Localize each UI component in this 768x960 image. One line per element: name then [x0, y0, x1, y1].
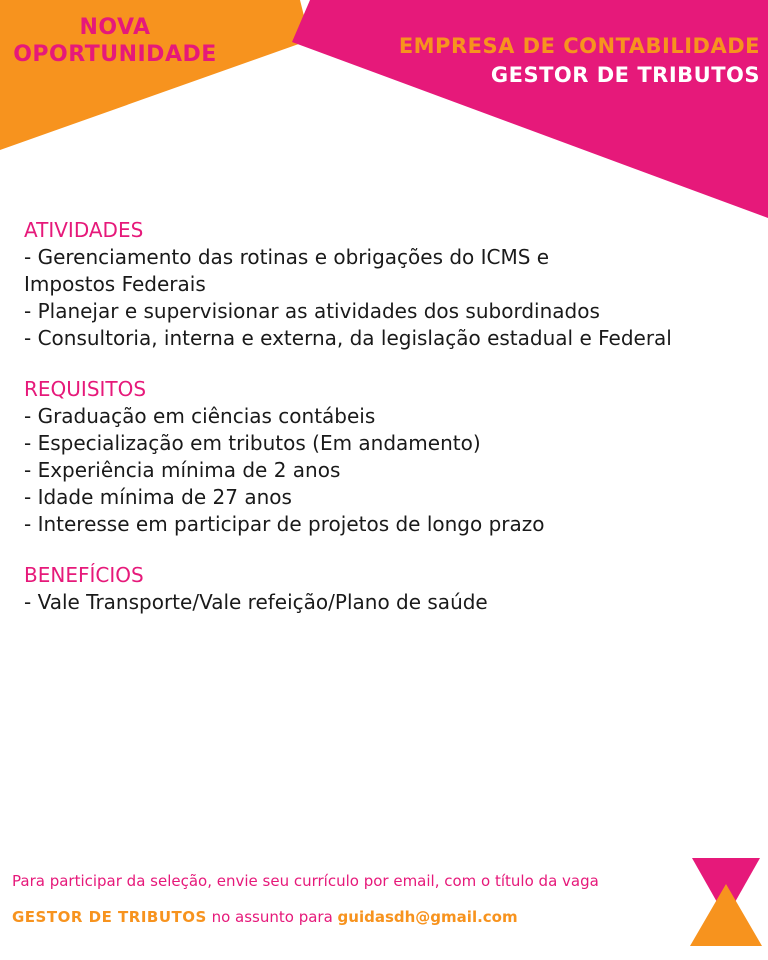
list-item: - Gerenciamento das rotinas e obrigações do ICMS e [24, 245, 550, 269]
list-item: - Consultoria, interna e externa, da legislação estadual e Federal [24, 326, 672, 350]
company-name: EMPRESA DE CONTABILIDADE [398, 34, 760, 58]
section-benefits [24, 561, 754, 616]
section-items [24, 244, 754, 352]
section-items [24, 589, 754, 616]
section-title: BENEFÍCIOS [24, 563, 144, 587]
list-item: Impostos Federais [24, 272, 206, 296]
section-requirements [24, 375, 754, 538]
section-items [24, 403, 754, 538]
section-title: ATIVIDADES [24, 218, 144, 242]
footer-instruction-text: Para participar da seleção, envie seu currículo por email, com o título da vaga [12, 872, 599, 890]
new-opportunity-badge [0, 14, 230, 68]
badge-line-1: NOVA [79, 15, 151, 40]
footer-subject-line [12, 906, 682, 928]
job-details [24, 216, 754, 639]
footer-connector-text: no assunto para [206, 908, 338, 926]
application-instructions [12, 870, 682, 928]
triangles-logo-icon [690, 856, 762, 946]
badge-line-2: OPORTUNIDADE [13, 42, 217, 67]
email-subject-text: GESTOR DE TRIBUTOS [12, 908, 207, 926]
contact-email-link[interactable]: guidasdh@gmail.com [337, 908, 518, 926]
list-item: - Especialização em tributos (Em andamento) [24, 431, 481, 455]
list-item: - Vale Transporte/Vale refeição/Plano de saúde [24, 590, 488, 614]
list-item: - Graduação em ciências contábeis [24, 404, 376, 428]
header-title-block [399, 32, 760, 90]
list-item: - Planejar e supervisionar as atividades dos subordinados [24, 299, 600, 323]
list-item: - Interesse em participar de projetos de longo prazo [24, 512, 545, 536]
section-title: REQUISITOS [24, 377, 147, 401]
section-activities [24, 216, 754, 352]
list-item: - Experiência mínima de 2 anos [24, 458, 341, 482]
job-title: GESTOR DE TRIBUTOS [490, 63, 760, 87]
list-item: - Idade mínima de 27 anos [24, 485, 292, 509]
